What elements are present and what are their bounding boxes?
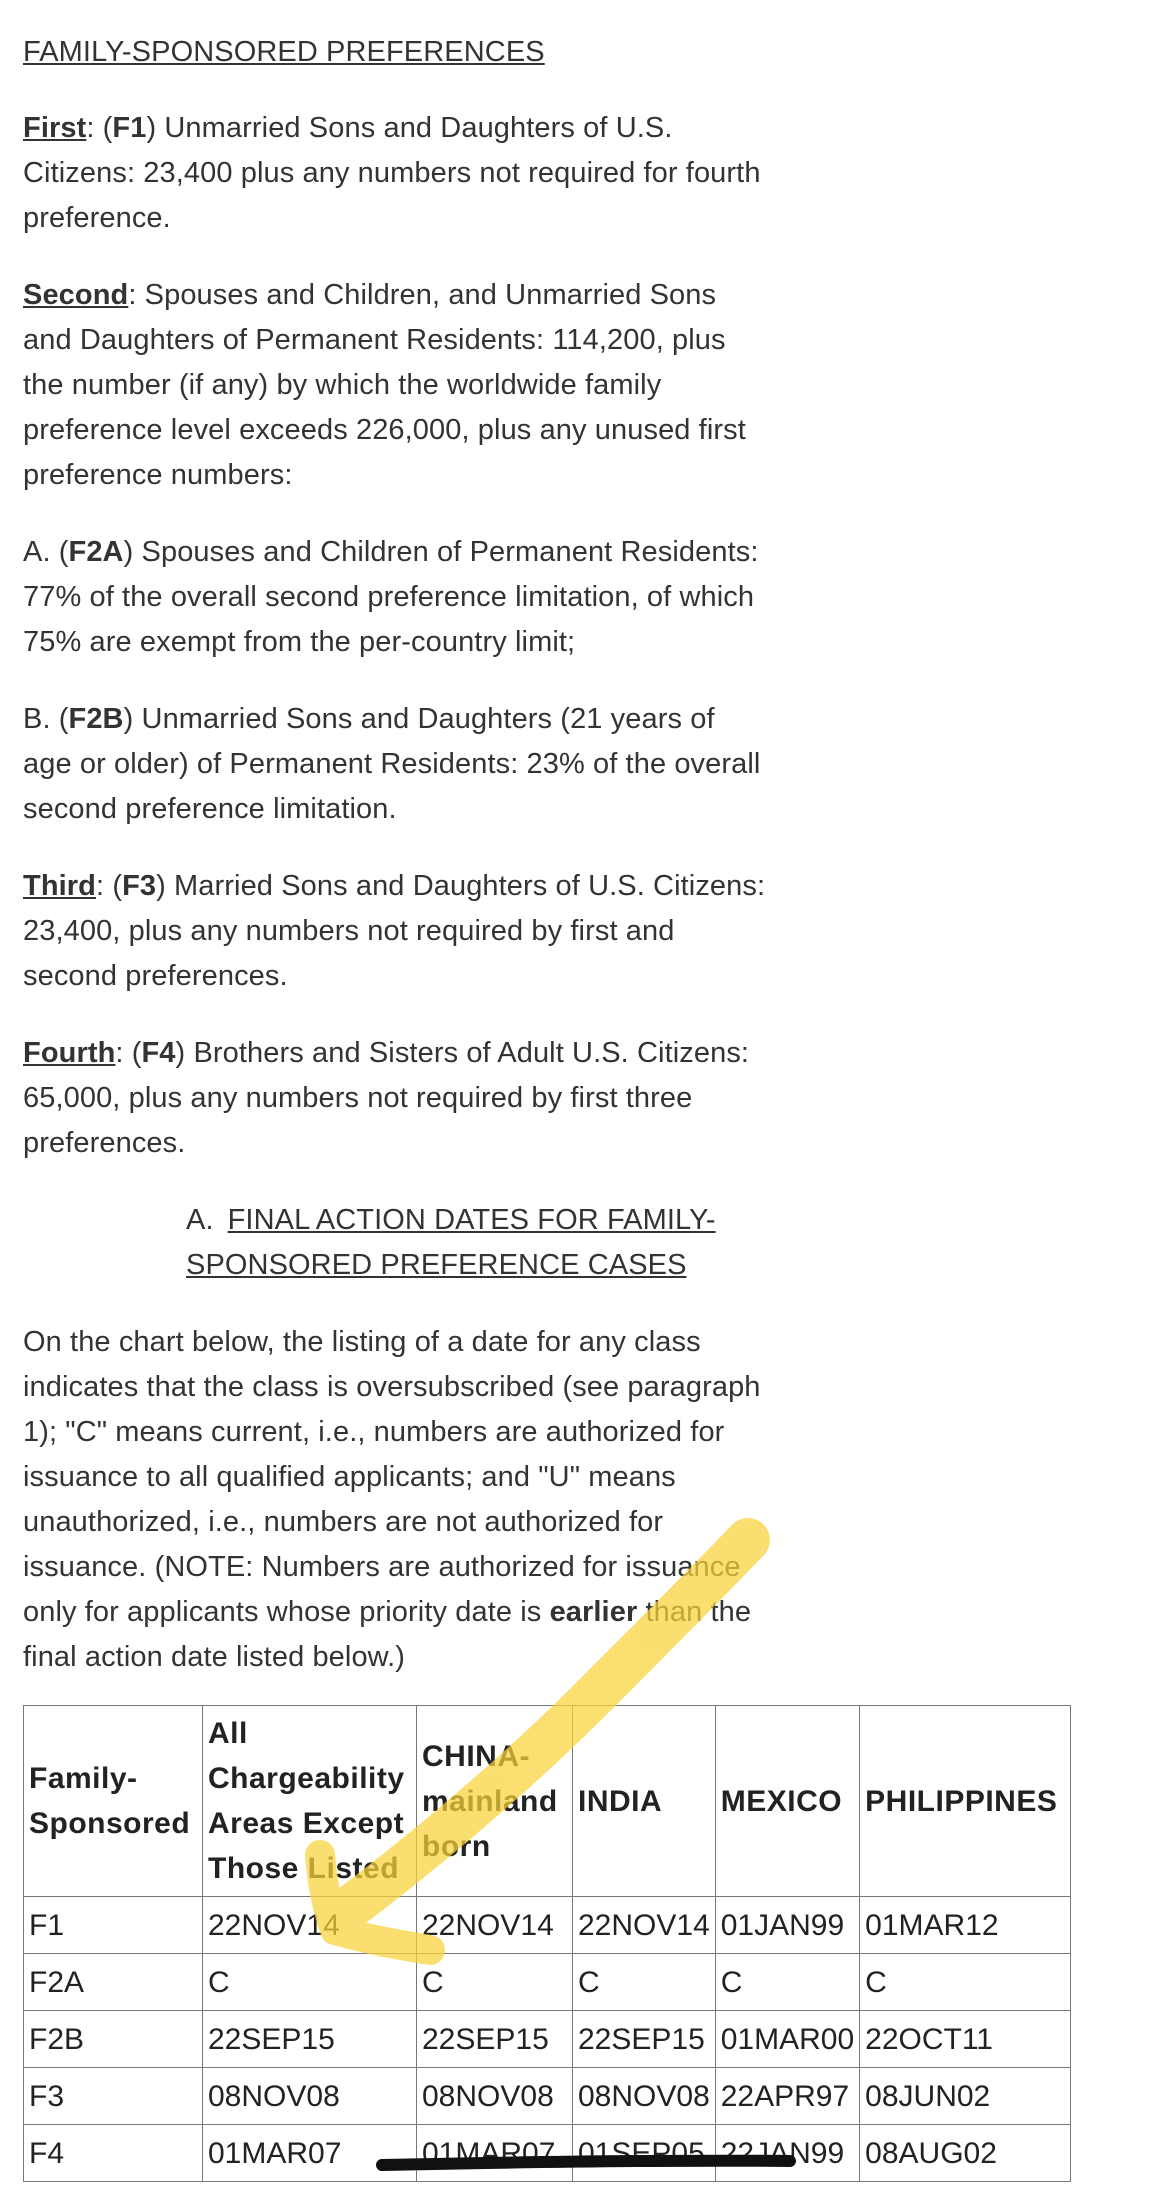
paragraph-third: Third: (F3) Married Sons and Daughters of U.S. Citizens: 23,400, plus any numbers not required by first and second preferences. bbox=[23, 870, 766, 992]
paragraph-first: First: (F1) Unmarried Sons and Daughters of U.S. Citizens: 23,400 plus any numbers not required for fourth preference. bbox=[23, 112, 761, 234]
section-a-title: A. FINAL ACTION DATES FOR FAMILY-SPONSORED PREFERENCE CASES bbox=[186, 1204, 716, 1281]
table-row bbox=[24, 2011, 1071, 2068]
document-body bbox=[23, 30, 768, 1712]
table-cell: 01MAR07 bbox=[417, 2125, 573, 2182]
table-cell: 01JAN99 bbox=[715, 1897, 859, 1954]
table-cell: 08AUG02 bbox=[860, 2125, 1071, 2182]
table-cell: F2A bbox=[24, 1954, 203, 2011]
column-header: All Chargeability Areas Except Those Listed bbox=[203, 1706, 417, 1897]
table-cell: 01MAR00 bbox=[715, 2011, 859, 2068]
table-cell: 22JAN99 bbox=[715, 2125, 859, 2182]
column-header: Family-Sponsored bbox=[24, 1706, 203, 1897]
table-cell: 01MAR07 bbox=[203, 2125, 417, 2182]
table-cell: 22APR97 bbox=[715, 2068, 859, 2125]
table-header-row bbox=[24, 1706, 1071, 1897]
table-row bbox=[24, 2068, 1071, 2125]
paragraph-explanation: On the chart below, the listing of a date for any class indicates that the class is oversubscribed (see paragraph 1); "C" means current, i.e., numbers are authorized for issuance to all qualified applicants; and "U" means unauthorized, i.e., numbers are not authorized for issuance. (NOTE: Numbers are authorized for issuance only for applicants whose priority date is earlier than the final action date listed below.) bbox=[23, 1326, 761, 1673]
table-cell: 22OCT11 bbox=[860, 2011, 1071, 2068]
table-cell: 01SEP05 bbox=[573, 2125, 716, 2182]
code-f4: F4 bbox=[141, 1037, 176, 1069]
label-first: First bbox=[23, 112, 87, 144]
label-fourth: Fourth bbox=[23, 1037, 116, 1069]
table-cell: 22NOV14 bbox=[203, 1897, 417, 1954]
table-cell: 08NOV08 bbox=[417, 2068, 573, 2125]
table-cell: 22SEP15 bbox=[417, 2011, 573, 2068]
code-f2b: F2B bbox=[68, 703, 124, 735]
table-cell: 08JUN02 bbox=[860, 2068, 1071, 2125]
paragraph-second: Second: Spouses and Children, and Unmarried Sons and Daughters of Permanent Residents: 114,200, plus the number (if any) by which the worldwide family preference level exceeds 226,000, plus any unused first preference numbers: bbox=[23, 279, 746, 491]
paragraph-fourth: Fourth: (F4) Brothers and Sisters of Adult U.S. Citizens: 65,000, plus any numbers not required by first three preferences. bbox=[23, 1037, 750, 1159]
final-action-dates-table bbox=[23, 1705, 1071, 2182]
table-row bbox=[24, 2125, 1071, 2182]
table-cell: C bbox=[203, 1954, 417, 2011]
paragraph-f2a: A. (F2A) Spouses and Children of Permanent Residents: 77% of the overall second preference limitation, of which 75% are exempt from the per-country limit; bbox=[23, 536, 759, 658]
section-heading: FAMILY-SPONSORED PREFERENCES bbox=[23, 36, 545, 68]
table-cell: F3 bbox=[24, 2068, 203, 2125]
table-cell: 22SEP15 bbox=[573, 2011, 716, 2068]
code-f1: F1 bbox=[112, 112, 147, 144]
table-cell: C bbox=[573, 1954, 716, 2011]
table-cell: C bbox=[715, 1954, 859, 2011]
table-cell: 08NOV08 bbox=[203, 2068, 417, 2125]
column-header: INDIA bbox=[573, 1706, 716, 1897]
label-third: Third bbox=[23, 870, 96, 902]
table-cell: 22NOV14 bbox=[573, 1897, 716, 1954]
table-cell: 22NOV14 bbox=[417, 1897, 573, 1954]
column-header: CHINA-mainland born bbox=[417, 1706, 573, 1897]
table-cell: F2B bbox=[24, 2011, 203, 2068]
label-second: Second bbox=[23, 279, 129, 311]
table-cell: F1 bbox=[24, 1897, 203, 1954]
table-cell: 01MAR12 bbox=[860, 1897, 1071, 1954]
table-row bbox=[24, 1897, 1071, 1954]
table-cell: 22SEP15 bbox=[203, 2011, 417, 2068]
code-f3: F3 bbox=[122, 870, 157, 902]
final-action-dates-table-wrapper bbox=[23, 1705, 1071, 2182]
column-header: PHILIPPINES bbox=[860, 1706, 1071, 1897]
table-row bbox=[24, 1954, 1071, 2011]
code-f2a: F2A bbox=[68, 536, 124, 568]
table-cell: 08NOV08 bbox=[573, 2068, 716, 2125]
table-cell: F4 bbox=[24, 2125, 203, 2182]
paragraph-f2b: B. (F2B) Unmarried Sons and Daughters (21 years of age or older) of Permanent Residents: 23% of the overall second preference limitation. bbox=[23, 703, 761, 825]
table-cell: C bbox=[860, 1954, 1071, 2011]
column-header: MEXICO bbox=[715, 1706, 859, 1897]
table-cell: C bbox=[417, 1954, 573, 2011]
